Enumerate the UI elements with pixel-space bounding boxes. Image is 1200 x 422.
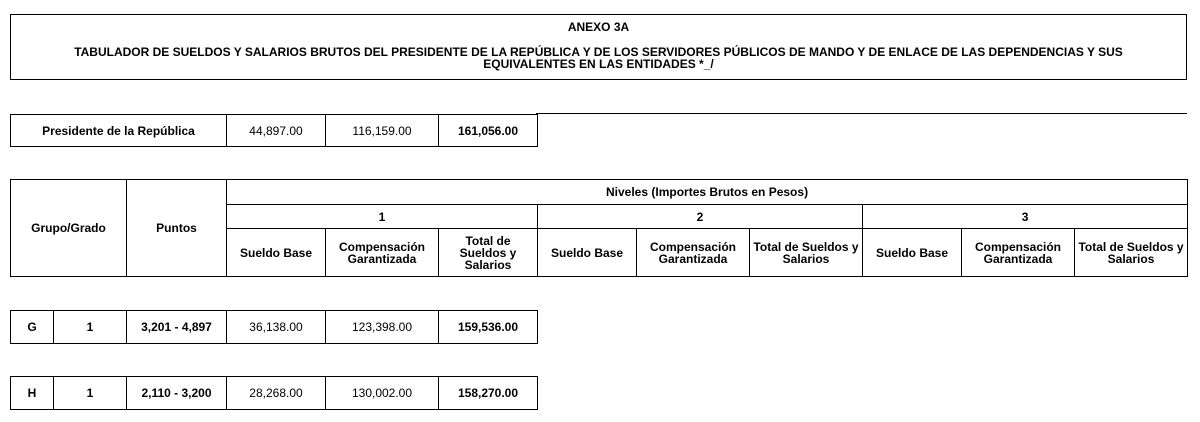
niveles-title: Niveles (Importes Brutos en Pesos) <box>227 180 1188 205</box>
row-group: H <box>11 377 54 410</box>
president-total: 161,056.00 <box>439 115 538 147</box>
row-points: 3,201 - 4,897 <box>127 311 227 344</box>
president-sueldo-base: 44,897.00 <box>227 115 326 147</box>
level-2-total-header: Total de Sueldos y Salarios <box>750 229 863 277</box>
row-compensacion: 130,002.00 <box>326 377 439 410</box>
group-grade-header: Grupo/Grado <box>11 180 127 277</box>
level-3-total-header: Total de Sueldos y Salarios <box>1075 229 1188 277</box>
row-sueldo-base: 28,268.00 <box>227 377 326 410</box>
row-total: 158,270.00 <box>439 377 538 410</box>
level-3-compensacion-header: Compensación Garantizada <box>962 229 1075 277</box>
row-compensacion: 123,398.00 <box>326 311 439 344</box>
level-2-compensacion-header: Compensación Garantizada <box>637 229 750 277</box>
annex-title: ANEXO 3A <box>567 20 630 34</box>
table-row-h <box>10 376 538 410</box>
level-1-compensacion-header: Compensación Garantizada <box>326 229 439 277</box>
level-2-sueldo-base-header: Sueldo Base <box>538 229 637 277</box>
level-3-header: 3 <box>863 205 1188 229</box>
president-row <box>11 115 538 147</box>
level-1-total-header: Total de Sueldos y Salarios <box>439 229 538 277</box>
row-grade: 1 <box>54 311 127 344</box>
row-total: 159,536.00 <box>439 311 538 344</box>
points-header: Puntos <box>127 180 227 277</box>
annex-header <box>10 14 1187 80</box>
level-3-sueldo-base-header: Sueldo Base <box>863 229 962 277</box>
annex-description: TABULADOR DE SUELDOS Y SALARIOS BRUTOS DEL PRESIDENTE DE LA REPÚBLICA Y DE LOS SERVIDORES PÚBLICOS DE MANDO Y DE ENLACE DE LAS DEPENDENCIAS Y SUS EQUIVALENTES EN LAS ENTIDADES *_/ <box>74 45 1123 71</box>
level-2-header: 2 <box>538 205 863 229</box>
row-sueldo-base: 36,138.00 <box>227 311 326 344</box>
level-1-header: 1 <box>227 205 538 229</box>
president-table <box>10 114 538 147</box>
table-row-g <box>10 310 538 344</box>
row-points: 2,110 - 3,200 <box>127 377 227 410</box>
president-compensacion: 116,159.00 <box>326 115 439 147</box>
levels-header-table <box>10 179 1188 277</box>
divider-line <box>536 113 1187 114</box>
row-group: G <box>11 311 54 344</box>
row-grade: 1 <box>54 377 127 410</box>
president-label: Presidente de la República <box>11 115 227 147</box>
level-1-sueldo-base-header: Sueldo Base <box>227 229 326 277</box>
